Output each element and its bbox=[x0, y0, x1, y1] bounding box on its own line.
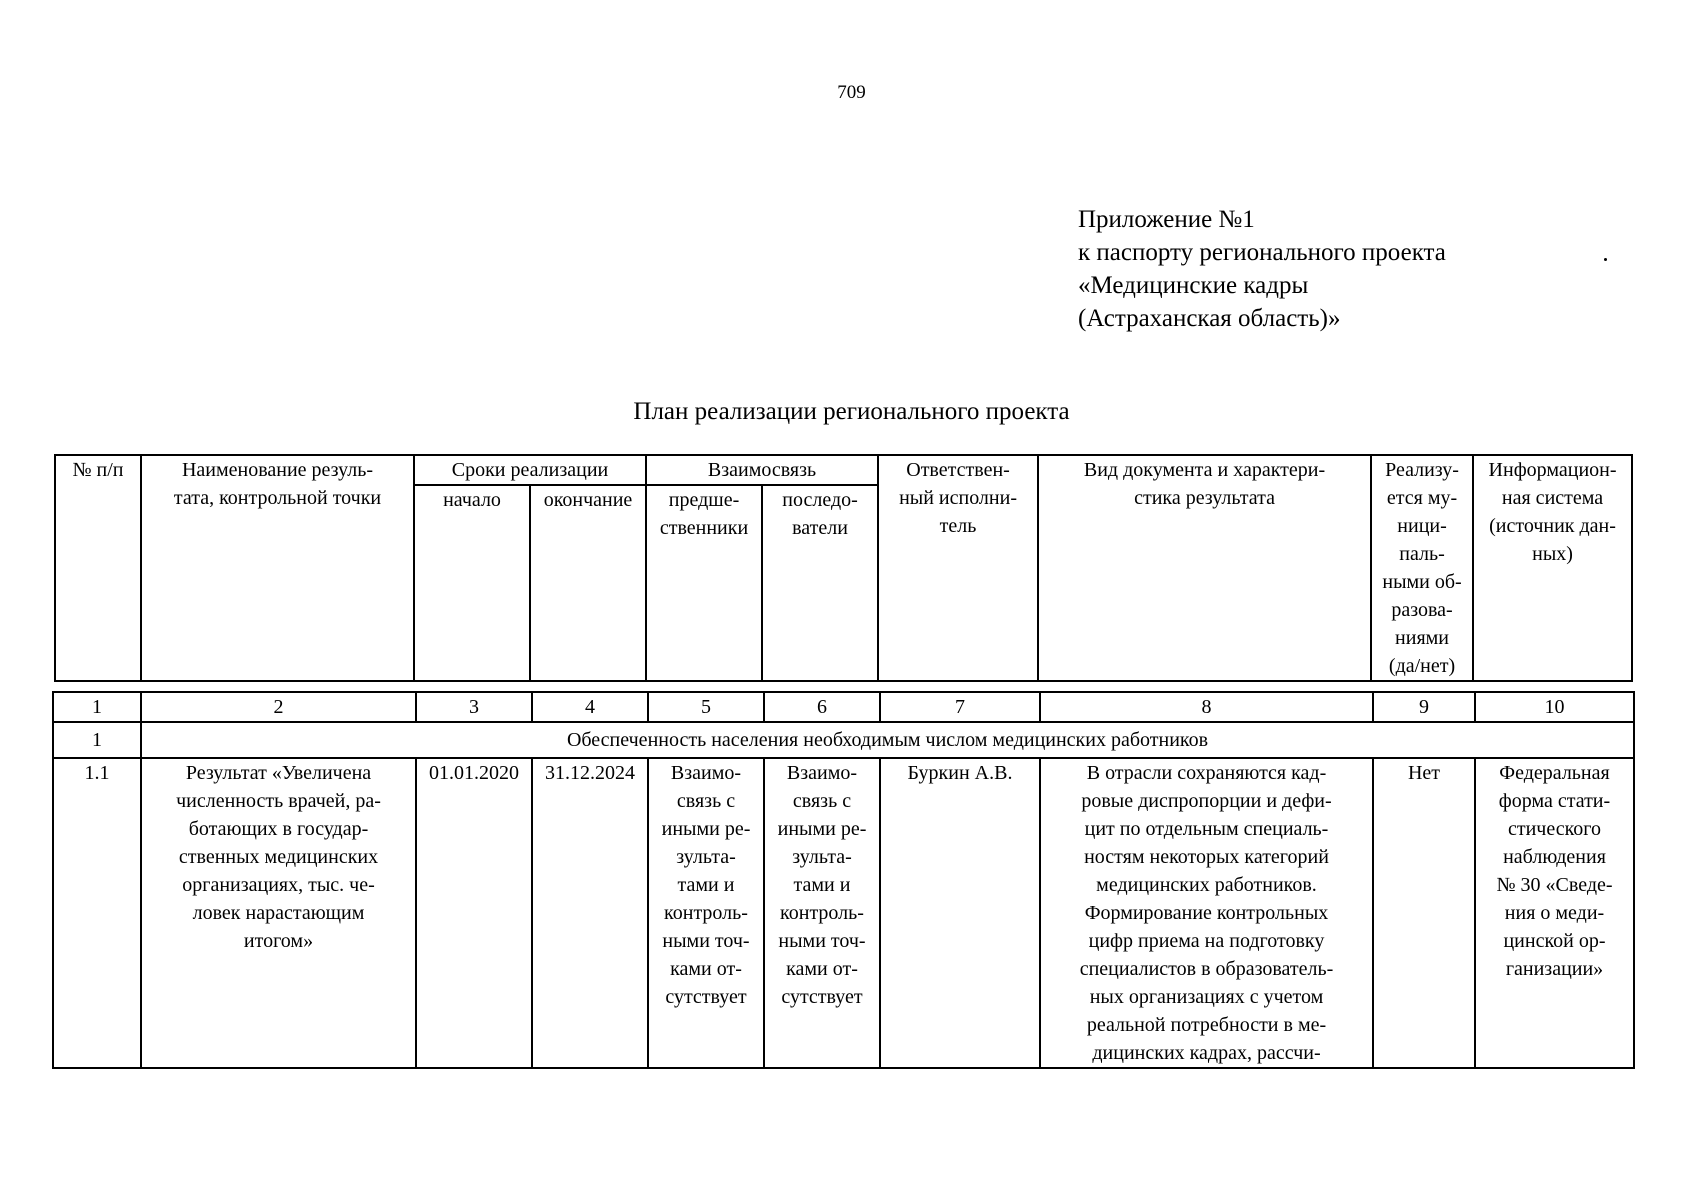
document-title: План реализации регионального проекта bbox=[633, 398, 1070, 425]
header-number: № п/п bbox=[55, 455, 141, 681]
col-number: 8 bbox=[1040, 692, 1373, 722]
col-number: 1 bbox=[53, 692, 141, 722]
header-info: Информацион- ная система (источник дан- ных) bbox=[1473, 455, 1632, 681]
annex-line-3: «Медицинские кадры bbox=[1078, 272, 1309, 299]
row-document: В отрасли сохраняются кад- ровые диспропорции и дефи- цит по отдельным специаль- ностям некоторых категорий медицинских работников. Формирование контрольных цифр приема на подготовку специалистов в образователь- ных организациях с учетом реальной потребности в ме- дицинских кадрах, рассчи- bbox=[1040, 758, 1373, 1068]
row-successors: Взаимо- связь с иными ре- зульта- тами и контроль- ными точ- ками от- сутствует bbox=[764, 758, 880, 1068]
row-start: 01.01.2020 bbox=[416, 758, 532, 1068]
col-number: 7 bbox=[880, 692, 1040, 722]
scan-dot bbox=[1604, 258, 1607, 261]
col-number: 2 bbox=[141, 692, 416, 722]
annex-line-1: Приложение №1 bbox=[1078, 206, 1255, 233]
header-pred: предше- ственники bbox=[646, 485, 762, 681]
annex-line-2: к паспорту регионального проекта bbox=[1078, 239, 1446, 266]
col-number: 5 bbox=[648, 692, 764, 722]
col-number: 10 bbox=[1475, 692, 1634, 722]
col-number: 9 bbox=[1373, 692, 1475, 722]
header-end: окончание bbox=[530, 485, 646, 681]
header-terms: Сроки реализации bbox=[414, 455, 646, 485]
header-link: Взаимосвязь bbox=[646, 455, 878, 485]
col-number: 4 bbox=[532, 692, 648, 722]
table-row bbox=[53, 758, 1634, 1068]
header-succ: последо- ватели bbox=[762, 485, 878, 681]
row-predecessors: Взаимо- связь с иными ре- зульта- тами и контроль- ными точ- ками от- сутствует bbox=[648, 758, 764, 1068]
section-title: Обеспеченность населения необходимым числом медицинских работников bbox=[141, 722, 1634, 758]
row-name: Результат «Увеличена численность врачей, ра- ботающих в государ- ственных медицинских организациях, тыс. че- ловек нарастающим итогом» bbox=[141, 758, 416, 1068]
row-info-system: Федеральная форма стати- стического наблюдения № 30 «Сведе- ния о меди- цинской ор- ганизации» bbox=[1475, 758, 1634, 1068]
col-number: 3 bbox=[416, 692, 532, 722]
row-executor: Буркин А.В. bbox=[880, 758, 1040, 1068]
header-name: Наименование резуль- тата, контрольной точки bbox=[141, 455, 414, 681]
plan-table-body bbox=[52, 691, 1635, 1069]
annex-block bbox=[1078, 203, 1446, 335]
row-end: 31.12.2024 bbox=[532, 758, 648, 1068]
section-row bbox=[53, 722, 1634, 758]
plan-table-header bbox=[54, 454, 1633, 682]
header-doc: Вид документа и характери- стика результата bbox=[1038, 455, 1371, 681]
section-number: 1 bbox=[53, 722, 141, 758]
col-number: 6 bbox=[764, 692, 880, 722]
column-number-row bbox=[53, 692, 1634, 722]
header-start: начало bbox=[414, 485, 530, 681]
row-number: 1.1 bbox=[53, 758, 141, 1068]
annex-line-4: (Астраханская область)» bbox=[1078, 305, 1341, 332]
row-municipal: Нет bbox=[1373, 758, 1475, 1068]
header-municipal: Реализу- ется му- ници- паль- ными об- разова- ниями (да/нет) bbox=[1371, 455, 1473, 681]
page-number: 709 bbox=[837, 82, 866, 103]
header-executor: Ответствен- ный исполни- тель bbox=[878, 455, 1038, 681]
